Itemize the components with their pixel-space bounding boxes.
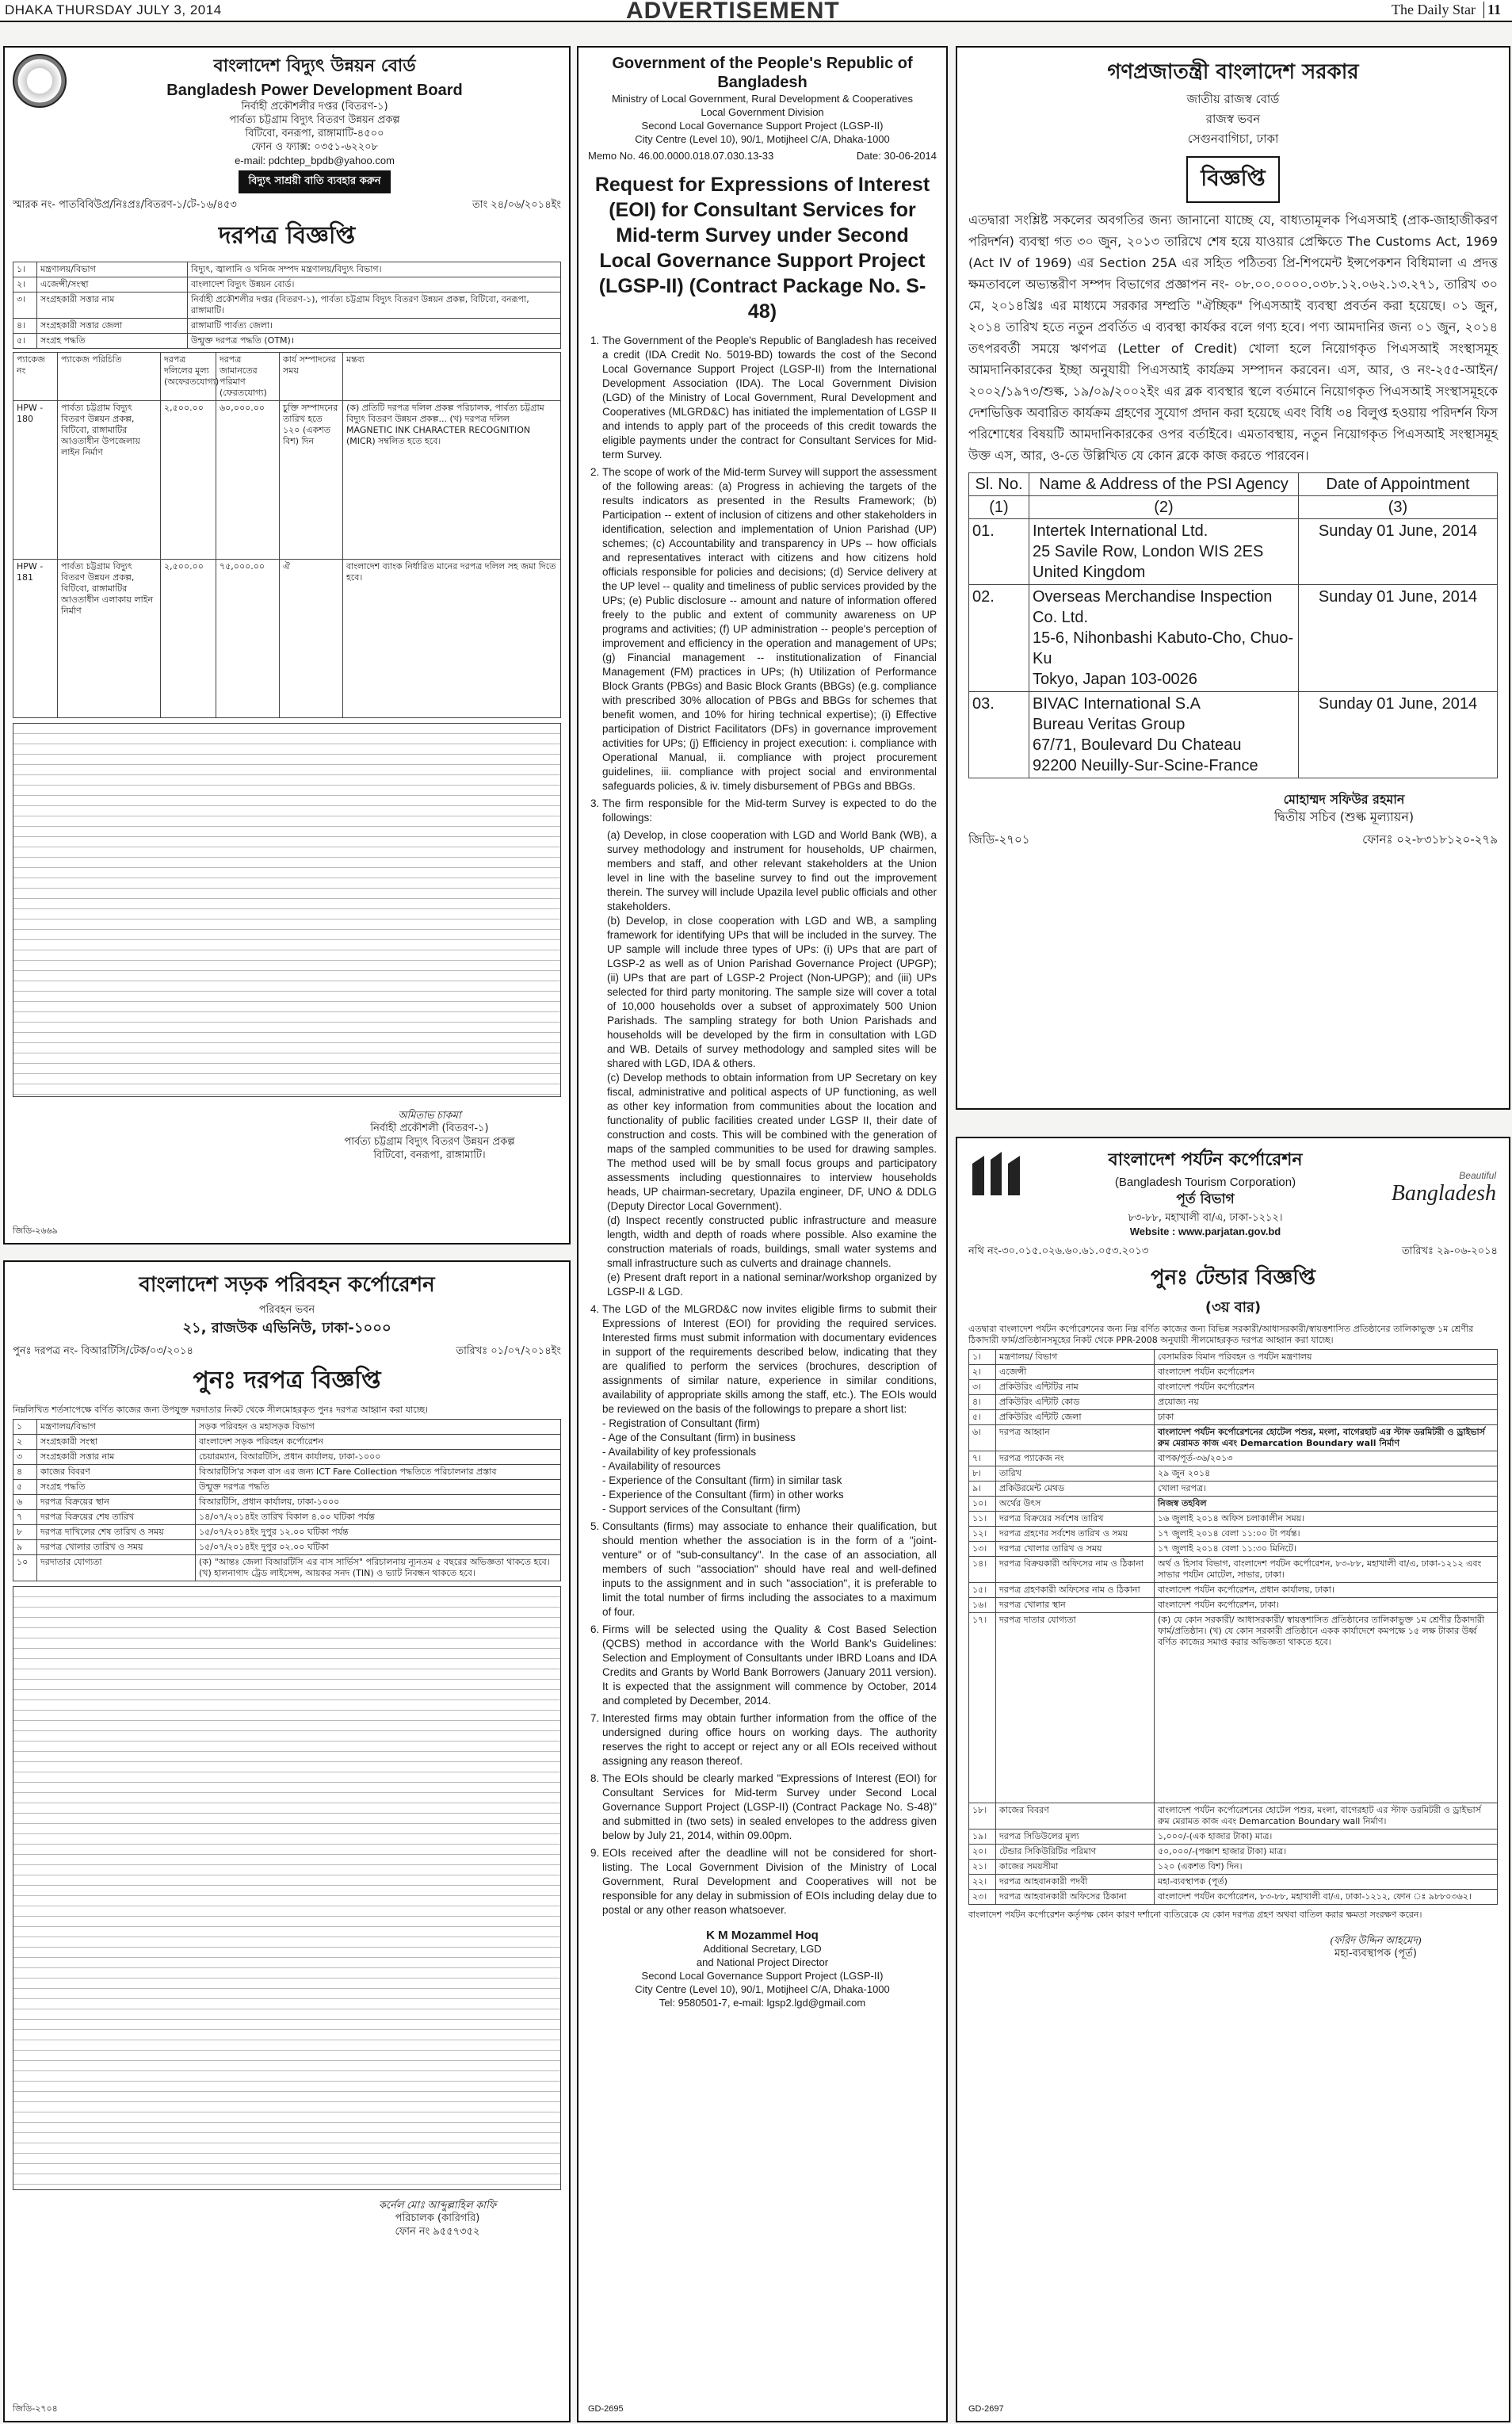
lgsp-eoi-ad	[577, 46, 948, 2422]
table-row: ১৪। দরপত্র বিক্রয়কারী অফিসের নাম ও ঠিকানা অর্থ ও হিসাব বিভাগ, বাংলাদেশ পর্যটন কর্পোরেশন, ৮৩-৮৮, মহাখালী বা/এ, ঢাকা-১২১২ এবং সাভার পর্যটন মোটেল, সাভার, ঢাকা।	[969, 1557, 1498, 1583]
table-row: ৮। তারিখ ২৯ জুন ২০১৪	[969, 1466, 1498, 1482]
table-row: ২১। কাজের সময়সীমা ১২০ (একশত বিশ) দিন।	[969, 1860, 1498, 1875]
lgsp-para-4: 4. The LGD of the MLGRD&C now invites eligible firms to submit their Expressions of Interest (EOI) for providing the required services. Interested firms must submit information with documentary evidences in support of the requirements described below, indicating that they are qualified to perform the services (brochures, description of assignments of similar nature, experience in similar conditions, availability of appropriate skills among the staff, etc.). The EOIs would be reviewed on the basis of the followings to prepare a short list: - Registration of Consultant (firm) - Age of the Consultant (firm) in business - Availability of key professionals - Availability of resources - Experience of the Consultant (firm) in similar task - Experience of the Consultant (firm) in other works - Support services of the Consultant (firm)	[602, 1302, 937, 1516]
energy-saving-banner: বিদ্যুৎ সাশ্রয়ী বাতি ব্যবহার করুন	[239, 170, 390, 193]
page-header	[0, 0, 1512, 22]
parjatan-date: তারিখঃ ২৯-০৬-২০১৪	[1402, 1245, 1498, 1257]
parjatan-address: ৮৩-৮৮, মহাখালী বা/এ, ঢাকা-১২১২।	[1128, 1212, 1283, 1224]
bpdb-conditions-text	[13, 723, 561, 1097]
lgsp-para-3-a: (a) Develop, in close cooperation with LGD and World Bank (WB), a survey methodology and instrument for households, UP chairmen, members and staff, and other relevant stakeholders at the Union level in line with the baseline survey to find out the improvement therein. The survey will include Upazila level public officials and other stakeholders.	[607, 829, 937, 912]
table-row: ২২। দরপত্র আহবানকারী পদবী মহা-ব্যবস্থাপক (পূর্ত)	[969, 1875, 1498, 1890]
table-row: ২০। টেন্ডার সিকিউরিটির পরিমাণ ৫০,০০০/-(পঞ্চাশ হাজার টাকা) মাত্র।	[969, 1845, 1498, 1860]
parjatan-table	[968, 1349, 1498, 1905]
lgsp-gov-title: Government of the People's Republic of Bangladesh	[612, 55, 913, 91]
lgsp-project: Second Local Governance Support Project (LGSP-II)	[641, 120, 884, 132]
parjatan-logo-icon	[968, 1148, 1032, 1203]
lgsp-signatory-contact: Tel: 9580501-7, e-mail: lgsp2.lgd@gmail.com	[659, 1997, 866, 2009]
table-row: ১৬। দরপত্র খোলার স্থান বাংলাদেশ পর্যটন কর্পোরেশন, ঢাকা।	[969, 1598, 1498, 1613]
table-row: ৯ দরপত্র খোলার তারিখ ও সময় ১৫/০৭/২০১৪ইং দুপুর ০২.০০ ঘটিকা	[13, 1540, 561, 1555]
table-row: ৬। দরপত্র আহ্বান বাংলাদেশ পর্যটন কর্পোরেশনের হোটেল পশুর, মংলা, বাগেরহাট এর স্টাফ ডরমিটরী ও ড্রাইভার্স রুম মেরামত কাজ এবং Demarcation Boundary wall নির্মাণ	[969, 1425, 1498, 1451]
bpdb-date: তাং ২৪/০৬/২০১৪ইং	[472, 199, 561, 211]
lgsp-date: Date: 30-06-2014	[856, 150, 937, 162]
parjatan-title-en: (Bangladesh Tourism Corporation)	[1114, 1176, 1296, 1189]
brtc-ref: জিডি-২৭০৪	[13, 2403, 58, 2414]
newspaper-name: The Daily Star	[1392, 2, 1476, 17]
section-title: ADVERTISEMENT	[626, 0, 840, 24]
nbr-location: সেগুনবাগিচা, ঢাকা	[1187, 132, 1279, 146]
table-row: 03. BIVAC International S.A Bureau Veritas Group 67/71, Boulevard Du Chateau 92200 Neuilly-Sur-Scine-France Sunday 01 June, 2014	[969, 692, 1498, 778]
nbr-signatory-title: দ্বিতীয় সচিব (শুল্ক মূল্যায়ন)	[1273, 809, 1415, 824]
nbr-psi-notice-ad	[956, 46, 1510, 1110]
table-row: ১৯। দরপত্র সিডিউলের মূল্য ১,০০০/-(এক হাজার টাকা) মাত্র।	[969, 1829, 1498, 1845]
lgsp-para-1: 1. The Government of the People's Republic of Bangladesh has received a credit (IDA Credit No. 5019-BD) towards the cost of the Second Local Governance Support Project (LGSP-II) from the International Development Association (IDA). The Local Government Division (LGD) of the Ministry of Local Government, Rural Development and Cooperatives (MLGRD&C) has initiated the implementation of LGSP II and intends to apply part of the proceeds of this credit towards the eligible payments under the contract for Consultant Services for Mid-term Survey.	[602, 334, 937, 462]
list-item: - Registration of Consultant (firm)	[602, 1417, 760, 1429]
bpdb-signatory-org: পার্বত্য চট্টগ্রাম বিদ্যুৎ বিতরণ উন্নয়ন প্রকল্প	[344, 1136, 515, 1148]
nbr-body: এতদ্বারা সংশ্লিষ্ট সকলের অবগতির জন্য জানানো যাচ্ছে যে, বাধ্যতামূলক পিএসআই (প্রাক-জাহাজীকরণ পরিদর্শন) ব্যবস্থা গত ৩০ জুন, ২০১৩ তারিখে শেষ হয়ে যাওয়ার প্রেক্ষিতে The Customs Act, 1969 (Act IV of 1969) এর Section 25A এর সহিত পঠিতব্য প্রি-শিপমেন্ট ইন্সপেকশন বিধিমালা এ প্রদত্ত ক্ষমতাবলে অভ্যন্তরীণ সম্পদ বিভাগের প্রজ্ঞাপন নং- ০৮.০০.০০০০.০৩৮.১২.০৬২.১৩.২৭১, তারিখ ৩০ মে, ২০১৪খ্রিঃ এর মাধ্যমে সরকার সম্প্রতি "ঐচ্ছিক" পিএসআই ব্যবস্থা প্রবর্তন করা হয়েছে। ০১ জুন, ২০১৪ তারিখ হতে নতুন প্রবর্তিত এ ব্যবস্থা কার্যকর বলে গণ্য হবে। পণ্য আমদানির জন্য ০১ জুন, ২০১৪ তৎপরবর্তী সময়ে ঋণপত্র (Letter of Credit) খোলা হলে নিয়োগকৃত পিএসআই সংস্থাসমূহ আমদানিকারকের ইচ্ছা অনুযায়ী পিএসআই কার্যক্রম সম্পাদন করবেন। এস, আর, ও নং-২৫৫-আইন/২০০২/১৯৭৩/শুল্ক, ১৯/০৯/২০০২ইং এর ব্লক ব্যবস্থার স্থলে বর্তমানে নিয়োগকৃত পিএসআই সংস্থাসমূহকে দেশভিত্তিক অবারিত কার্যক্রম গ্রহণের সুযোগ প্রদান করা হয়েছে এবং বিধি ৩৪ বিলুপ্ত হওয়ায় পরিদর্শন ফিস পরিশোধের বিষয়টি আমদানিকারকের ওপর বর্তাইবে। এমতাবস্থায়, নতুন নিয়োগকৃত পিএসআই সংস্থাসমূহ উক্ত এস, আর, ও-তে উল্লিখিত যে কোন ব্লকে কাজ করতে পারবেন।	[968, 212, 1498, 463]
bpdb-title-bn: বাংলাদেশ বিদ্যুৎ উন্নয়ন বোর্ড	[213, 56, 416, 76]
beautiful-bangladesh-logo: Beautiful Bangladesh	[1391, 1170, 1496, 1206]
parjatan-dept: পূর্ত বিভাগ	[1176, 1191, 1235, 1207]
parjatan-subheading: (৩য় বার)	[1205, 1299, 1262, 1316]
table-row: 01. Intertek International Ltd. 25 Savile Row, London WIS 2ES United Kingdom Sunday 01 June, 2014	[969, 519, 1498, 585]
lgsp-para-3-e: (e) Present draft report in a national seminar/workshop organized by LGSP-II & LGD.	[607, 1271, 937, 1298]
lgsp-signatory-title-2: and National Project Director	[696, 1956, 829, 1968]
bpdb-signatory-name: অমিতাভ চাকমা	[398, 1109, 461, 1121]
bpdb-office: নির্বাহী প্রকৌশলীর দপ্তর (বিতরণ-১)	[241, 101, 388, 113]
table-row: ২। এজেন্সী বাংলাদেশ পর্যটন কর্পোরেশন	[969, 1365, 1498, 1380]
lgsp-address: City Centre (Level 10), 90/1, Motijheel C/A, Dhaka-1000	[635, 133, 890, 145]
brtc-memo: পুনঃ দরপত্র নং- বিআরটিসি/টেক/০৩/২০১৪	[13, 1345, 193, 1357]
nbr-phone: ফোনঃ ০২-৮৩১৮১২০-২৭৯	[1362, 832, 1498, 847]
parjatan-signatory-title: মহা-ব্যবস্থাপক (পূর্ত)	[1334, 1948, 1417, 1959]
table-row: HPW - 180 পার্বত্য চট্টগ্রাম বিদ্যুৎ বিতরণ উন্নয়ন প্রকল্প, বিটিবো, রাঙ্গামাটির আওতাধীন উপজেলায় লাইন নির্মাণ ২,৫০০.০০ ৬০,০০০.০০ চুক্তি সম্পাদনের তারিখ হতে ১২০ (একশত বিশ) দিন (ক) প্রতিটি দরপত্র দলিল প্রকল্প পরিচালক, পার্বত্য চট্টগ্রাম বিদ্যুৎ বিতরণ উন্নয়ন প্রকল্প... (খ) দরপত্র দলিল MAGNETIC INK CHARACTER RECOGNITION (MICR) সম্বলিত হতে হবে।	[13, 401, 561, 560]
table-header-row: Sl. No. Name & Address of the PSI Agency Date of Appointment	[969, 473, 1498, 496]
table-row: 02. Overseas Merchandise Inspection Co. Ltd. 15-6, Nihonbashi Kabuto-Cho, Chuo-Ku Tokyo, Japan 103-0026 Sunday 01 June, 2014	[969, 585, 1498, 692]
bpdb-signatory-title: নির্বাহী প্রকৌশলী (বিতরণ-১)	[370, 1122, 489, 1134]
table-header-row: প্যাকেজ নং প্যাকেজ পরিচিতি দরপত্র দলিলের মূল্য (অফেরতযোগ্য) দরপত্র জামানতের পরিমাণ (ফেরতযোগ্য) কার্য সম্পাদনের সময় মন্তব্য	[13, 353, 561, 401]
lgsp-division: Local Government Division	[701, 106, 824, 118]
table-row: ১১। দরপত্র বিক্রয়ের সর্বশেষ তারিখ ১৬ জুলাই ২০১৪ অফিস চলাকালীন সময়।	[969, 1512, 1498, 1527]
table-row: ১। মন্ত্রণালয়/বিভাগ বিদ্যুৎ, জ্বালানি ও খনিজ সম্পদ মন্ত্রণালয়/বিদ্যুৎ বিভাগ।	[13, 262, 561, 277]
table-row: ৯। প্রকিউরমেন্ট মেথড খোলা দরপত্র।	[969, 1482, 1498, 1497]
lgsp-para-5: 5. Consultants (firms) may associate to enhance their qualification, but should mention whether the association is in the form of a "joint-venture" or of "sub-consultancy". In the case of an association, all members of such "association" should have real and well-defined inputs to the assignment and in such "association", it is preferable to limit the total number of firms including the associates to a maximum of four.	[602, 1520, 937, 1619]
brtc-title: বাংলাদেশ সড়ক পরিবহন কর্পোরেশন	[139, 1273, 435, 1297]
table-row: ১৭। দরপত্র দাতার যোগ্যতা (ক) যে কোন সরকারী/ আধাসরকারী/ স্বায়ত্তশাসিত প্রতিষ্ঠানের তালিকাভুক্ত ১ম শ্রেণীর ঠিকাদারী ফার্ম/প্রতিষ্ঠান। (খ) যে কোন সরকারী প্রতিষ্ঠানে একক কার্যাদেশে কমপক্ষে ১৫ লক্ষ টাকার উর্ধ্ব বর্ণিত কাজের সমাপ্ত করার অভিজ্ঞতা থাকতে হবে।	[969, 1613, 1498, 1803]
list-item: - Support services of the Consultant (firm)	[602, 1503, 800, 1515]
lgsp-headline: Request for Expressions of Interest (EOI) for Consultant Services for Mid-term Survey under Second Local Governance Support Project (LGSP-II) (Contract Package No. S-48)	[594, 174, 930, 323]
brtc-retender-ad	[3, 1260, 571, 2422]
table-row: ১৫। দরপত্র গ্রহণকারী অফিসের নাম ও ঠিকানা বাংলাদেশ পর্যটন কর্পোরেশন, প্রধান কার্যালয়, ঢাকা।	[969, 1583, 1498, 1598]
table-row: ১৮। কাজের বিবরণ বাংলাদেশ পর্যটন কর্পোরেশনের হোটেল পশুর, মংলা, বাগেরহাট এর স্টাফ ডরমিটরী ও ড্রাইভার্স রুম মেরামত কাজ এবং Demarcation Boundary wall নির্মাণ।	[969, 1803, 1498, 1829]
table-row: ৪ কাজের বিবরণ বিআরটিসি'র সকল বাস এর জন্য ICT Fare Collection পদ্ধতিতে পরিচালনার প্রস্তাব	[13, 1465, 561, 1480]
lgsp-para-7: 7. Interested firms may obtain further information from the office of the undersigned during office hours on working days. The authority reserves the right to accept or reject any or all EOIs received without assigning any reason thereof.	[602, 1711, 937, 1768]
nbr-board: জাতীয় রাজস্ব বোর্ড	[1186, 92, 1280, 106]
bpdb-info-table	[13, 262, 561, 349]
brtc-signatory-title: পরিচালক (কারিগরি)	[395, 2212, 480, 2224]
lgsp-para-9: 9. EOIs received after the deadline will not be considered for short-listing. The Local Government Division of the Ministry of Local Government, Rural Development and Cooperatives will not be responsible for any delay in submission of EOIs including delay due to postal or any other reason whatsoever.	[602, 1846, 937, 1917]
parjatan-intro: এতদ্বারা বাংলাদেশ পর্যটন কর্পোরেশনের জন্য নিম্ন বর্ণিত কাজের জন্য বিভিন্ন সরকারী/আধাসরকারী/স্বায়ত্তশাসিত প্রতিষ্ঠানের তালিকাভুক্ত ১ম শ্রেণীর ঠিকাদারী ফার্ম/প্রতিষ্ঠানসমূহের নিকট থেকে PPR-2008 অনুযায়ী সীলমোহরকৃত দরপত্র আহ্বান করা যাচ্ছে।	[968, 1324, 1474, 1345]
nbr-bhaban: রাজস্ব ভবন	[1205, 112, 1261, 126]
brtc-date: তারিখঃ ০১/০৭/২০১৪ইং	[456, 1345, 561, 1357]
table-row: ১ মন্ত্রণালয়/বিভাগ সড়ক পরিবহন ও মহাসড়ক বিভাগ	[13, 1420, 561, 1435]
table-row: ১০ দরদাতার যোগ্যতা (ক) "আন্তঃ জেলা বিআরটিসি এর বাস সার্ভিস" পরিচালনায় ন্যূনতম ৫ বছরের অভিজ্ঞতা থাকতে হবে। (খ) হালনাগাদ ট্রেড লাইসেন্স, আয়কর সনদ (TIN) ও ভ্যাট নিবন্ধন থাকতে হবে।	[13, 1555, 561, 1581]
table-row: ৩। সংগ্রহকারী সত্তার নাম নির্বাহী প্রকৌশলীর দপ্তর (বিতরণ-১), পার্বত্য চট্টগ্রাম বিদ্যুৎ বিতরণ উন্নয়ন প্রকল্প, বিটিবো, বনরূপা, রাঙ্গামাটি।	[13, 292, 561, 319]
dateline: DHAKA THURSDAY JULY 3, 2014	[5, 2, 222, 17]
bpdb-memo: স্মারক নং- পাতবিবিউপ্র/নিঃপ্রঃ/বিতরণ-১/টে-১৬/৪৫৩	[13, 199, 237, 211]
table-row: ৫ সংগ্রহ পদ্ধতি উন্মুক্ত দরপত্র পদ্ধতি	[13, 1480, 561, 1495]
lgsp-para-2: 2. The scope of work of the Mid-term Survey will support the assessment of the following areas: (a) Progress in achieving the targets of the results indicators as presented in the Results Framework; (b) Participation -- extent of inclusion of citizens and other stakeholders in identification, selection and implementation of Union Parishad (UP) schemes; (c) Accountability and transparency in UPs -- how officials and representatives interact with citizens and how citizens hold officials responsible for policies and decisions; (d) Service delivery at the UP level -- quality and timeliness of public services provided by the UPs; (e) Public disclosure -- amount and nature of information offered freely to the public and extent of community awareness on UP programs and activities; (f) UP administration -- people's perception of improvement and efficiency in the operation and management of UPs; (g) Financial management -- institutionalization of Financial Management (FM) practices in UPs; (h) Utilization of Performance Block Grants (PBGs) and Basic Block Grants (BBGs) (e.g. compliance with prescribed 30% allocation of PBGs and BBGs for schemes that benefit women, and 10% for hiring technical expertise); (i) Effective participation of District Facilitators (DFs) in governance improvement activities for UPs; (j) Efficiency in project execution: i. compliance with Operational Manual, ii. compliance with project procurement guidelines, iii. compliance with project social and environmental safeguards policies, & iv. timely disbursement of PBGs and BBGs.	[602, 465, 937, 793]
table-row: ২ সংগ্রহকারী সংস্থা বাংলাদেশ সড়ক পরিবহন কর্পোরেশন	[13, 1435, 561, 1450]
bpdb-project: পার্বত্য চট্টগ্রাম বিদ্যুৎ বিতরণ উন্নয়ন প্রকল্প	[229, 114, 400, 126]
list-item: - Availability of resources	[602, 1460, 721, 1472]
lgsp-signatory-title-3: Second Local Governance Support Project (LGSP-II)	[641, 1970, 884, 1982]
table-row: ৭ দরপত্র বিক্রয়ের শেষ তারিখ ১৪/০৭/২০১৪ইং তারিখ বিকাল ৪.০০ ঘটিকা পর্যন্ত	[13, 1510, 561, 1525]
parjatan-heading: পুনঃ টেন্ডার বিজ্ঞপ্তি	[1150, 1266, 1316, 1290]
lgsp-para-8: 8. The EOIs should be clearly marked "Expressions of Interest (EOI) for Consultant Services for Mid-term Survey under Second Local Governance Support Project (LGSP-II) (Contract Package No. S-48)" and submitted in (two sets) in sealed envelopes to the address given below by July 21, 2014, within 09.00pm.	[602, 1772, 937, 1843]
table-row: ২৩। দরপত্র আহবানকারী অফিসের ঠিকানা বাংলাদেশ পর্যটন কর্পোরেশন, ৮৩-৮৮, মহাখালী বা/এ, ঢাকা-১২১২, ফোন ঃ ৯৮৮০৩৬২।	[969, 1890, 1498, 1905]
parjatan-title-bn: বাংলাদেশ পর্যটন কর্পোরেশন	[1108, 1150, 1303, 1170]
bpdb-logo-icon	[13, 54, 67, 108]
bpdb-signatory-location: বিটিবো, বনরূপা, রাঙ্গামাটি।	[373, 1149, 486, 1161]
lgsp-para-3-c: (c) Develop methods to obtain information from UP Secretary on key fiscal, administrative and political aspects of UP functioning, as well as other key information from communities about the location and functionality of public facilities created under LGSP II, their date of construction and costs. This will be combined with the generation of maps of the sampled communities to be used for drawing samples. The method used will be by small focus groups and participatory assessments including questionnaires to interview households heads, UP chairman-secretary, Upazila engineer, DF, UNO & DDLG (Deputy Director Local Government).	[607, 1072, 937, 1212]
table-header-row: (1) (2) (3)	[969, 496, 1498, 519]
brtc-table	[13, 1419, 561, 1581]
parjatan-memo: নথি নং-৩০.০১৫.০২৬.৬০.৬১.০৫৩.২০১৩	[968, 1245, 1149, 1257]
lgsp-memo: Memo No. 46.00.0000.018.07.030.13-33	[588, 150, 774, 162]
table-row: ৮ দরপত্র দাখিলের শেষ তারিখ ও সময় ১৫/০৭/২০১৪ইং দুপুর ১২.০০ ঘটিকা পর্যন্ত	[13, 1525, 561, 1540]
lgsp-ref: GD-2695	[588, 2404, 624, 2414]
lgsp-para-3-b: (b) Develop, in close cooperation with LGD and WB, a sampling framework for identifying UPs that will be included in the survey. The UP sample will include three types of UPs: (i) UPs that are part of LGSP-2 as well as of Union Parishad Governance Project (UPGP); (ii) UPs that are part of LGSP-2 Project (Non-UPGP); and (iii) UPs selected for third party monitoring. The sample size will cover a total of 10,000 households over a subset of approximately 500 Union Parishads. The sampling strategy for both Union Parishads and households will be developed by the firm in consultation with LGD and WB. Details of survey methodology and sampled sites will be shared with LGD, IDA & others.	[607, 915, 937, 1069]
brtc-intro: নিম্নলিখিত শর্তসাপেক্ষে বর্ণিত কাজের জন্য উপযুক্ত দরদাতার নিকট থেকে সীলমোহরকৃত পুনঃ দরপত্র আহ্বান করা যাচ্ছে।	[13, 1405, 429, 1415]
parjatan-closing: বাংলাদেশ পর্যটন কর্পোরেশন কর্তৃপক্ষ কোন কারণ দর্শানো ব্যতিরেকে যে কোন দরপত্র গ্রহণ অথবা বাতিল করার ক্ষমতা সংরক্ষণ করেন।	[968, 1910, 1422, 1920]
list-item: - Experience of the Consultant (firm) in similar task	[602, 1474, 842, 1486]
bpdb-email: e-mail: pdchtep_bpdb@yahoo.com	[235, 155, 395, 166]
parjatan-ref: GD-2697	[968, 2404, 1004, 2414]
brtc-signatory-phone: ফোন নং ৯৫৫৭৩৫২	[395, 2226, 480, 2238]
brtc-conditions-text	[13, 1586, 561, 2190]
table-row: ৪। সংগ্রহকারী সত্তার জেলা রাঙ্গামাটি পার্বত্য জেলা।	[13, 319, 561, 334]
table-row: ৩। প্রকিউরিং এন্টিটির নাম বাংলাদেশ পর্যটন কর্পোরেশন	[969, 1380, 1498, 1395]
nbr-heading: বিজ্ঞপ্তি	[1186, 156, 1279, 203]
table-row: ৭। দরপত্র প্যাকেজ নং বাপক/পূর্ত-৩৬/২০১৩	[969, 1451, 1498, 1466]
bpdb-address: বিটিবো, বনরূপা, রাঙ্গামাটি-৪৫০০	[245, 128, 384, 140]
brtc-address: ২১, রাজউক এভিনিউ, ঢাকা-১০০০	[182, 1320, 391, 1336]
table-row: ৪। প্রকিউরিং এন্টিটি কোড প্রযোজ্য নয়	[969, 1395, 1498, 1410]
lgsp-para-3	[602, 797, 937, 1299]
psi-agency-table	[968, 472, 1498, 778]
parjatan-signatory-name: (ফরিদ উদ্দিন আহমেদ)	[1330, 1934, 1422, 1946]
page-number: 11	[1483, 2, 1504, 18]
lgsp-criteria-list	[602, 1417, 937, 1516]
lgsp-signatory-address: City Centre (Level 10), 90/1, Motijheel C/A, Dhaka-1000	[635, 1983, 890, 1995]
table-row: ১২। দরপত্র গ্রহণের সর্বশেষ তারিখ ও সময় ১৭ জুলাই ২০১৪ বেলা ১১:০০ টা পর্যন্ত।	[969, 1527, 1498, 1542]
table-row: ৫। প্রকিউরিং এন্টিটি জেলা ঢাকা	[969, 1410, 1498, 1425]
table-row: ৬ দরপত্র বিক্রয়ের স্থান বিআরটিসি, প্রধান কার্যালয়, ঢাকা-১০০০	[13, 1495, 561, 1510]
lgsp-para-3-intro: The firm responsible for the Mid-term Survey is expected to do the followings:	[602, 797, 937, 824]
bpdb-package-table	[13, 352, 561, 718]
brtc-signatory-name: কর্নেল মোঃ আব্দুল্লাহিল কাফি	[378, 2199, 497, 2211]
nbr-ref: জিডি-২৭০১	[968, 832, 1030, 847]
lgsp-signatory-name: K M Mozammel Hoq	[706, 1929, 819, 1942]
brtc-subtitle: পরিবহন ভবন	[258, 1304, 315, 1316]
bpdb-heading: দরপত্র বিজ্ঞপ্তি	[218, 222, 356, 250]
masthead	[1392, 2, 1504, 18]
brtc-heading: পুনঃ দরপত্র বিজ্ঞপ্তি	[193, 1367, 381, 1394]
lgsp-para-3-d: (d) Inspect recently constructed public infrastructure and measure length, width and depth of roads where possible. Also examine the construction materials of roads, buildings, small water systems and small infrastructure such as culverts and drainage channels.	[607, 1214, 937, 1269]
nbr-signatory-name: মোহাম্মদ সফিউর রহমান	[1283, 792, 1405, 807]
table-row: ১৩। দরপত্র খোলার তারিখ ও সময় ১৭ জুলাই ২০১৪ বেলা ১১:৩০ মিনিটে।	[969, 1542, 1498, 1557]
list-item: - Experience of the Consultant (firm) in other works	[602, 1489, 844, 1501]
parjatan-website: Website : www.parjatan.gov.bd	[1129, 1225, 1281, 1237]
table-row: HPW - 181 পার্বত্য চট্টগ্রাম বিদ্যুৎ বিতরণ উন্নয়ন প্রকল্প, বিটিবো, রাঙ্গামাটির আওতাধীন এলাকায় লাইন নির্মাণ ২,৫০০.০০ ৭৫,০০০.০০ ঐ বাংলাদেশ ব্যাংক নির্ধারিত মানের দরপত্র দলিল সহ জমা দিতে হবে।	[13, 560, 561, 718]
list-item: - Age of the Consultant (firm) in business	[602, 1432, 796, 1443]
bpdb-phone: ফোন ও ফ্যাক্স: ০৩৫১-৬২২০৮	[251, 141, 378, 153]
bpdb-title-en: Bangladesh Power Development Board	[166, 82, 463, 99]
parjatan-retender-ad	[956, 1137, 1510, 2422]
table-row: ১০। অর্থের উৎস নিজস্ব তহবিল	[969, 1497, 1498, 1512]
table-row: ২। এজেন্সী/সংস্থা বাংলাদেশ বিদ্যুৎ উন্নয়ন বোর্ড।	[13, 277, 561, 292]
nbr-gov-title: গণপ্রজাতন্ত্রী বাংলাদেশ সরকার	[1107, 60, 1359, 84]
table-row: ৩ সংগ্রহকারী সত্তার নাম চেয়ারম্যান, বিআরটিসি, প্রধান কার্যালয়, ঢাকা-১০০০	[13, 1450, 561, 1465]
list-item: - Availability of key professionals	[602, 1446, 757, 1458]
table-row: ১। মন্ত্রণালয়/ বিভাগ বেসামরিক বিমান পরিবহন ও পর্যটন মন্ত্রণালয়	[969, 1350, 1498, 1365]
table-row: ৫। সংগ্রহ পদ্ধতি উন্মুক্ত দরপত্র পদ্ধতি (OTM)।	[13, 334, 561, 349]
lgsp-para-6: 6. Firms will be selected using the Quality & Cost Based Selection (QCBS) method in accordance with the World Bank's Guidelines: Selection and Employment of Consultants under IBRD Loans and IDA Credits and Grants by World Bank Borrowers (January 2011 version). It is expected that the assignment will commence by October, 2014 and completed by December, 2014.	[602, 1623, 937, 1708]
lgsp-ministry: Ministry of Local Government, Rural Development & Cooperatives	[611, 93, 914, 105]
bpdb-tender-ad	[3, 46, 571, 1244]
lgsp-signatory-title-1: Additional Secretary, LGD	[703, 1943, 822, 1955]
bpdb-ref: জিডি-২৬৬৯	[13, 1225, 58, 1236]
